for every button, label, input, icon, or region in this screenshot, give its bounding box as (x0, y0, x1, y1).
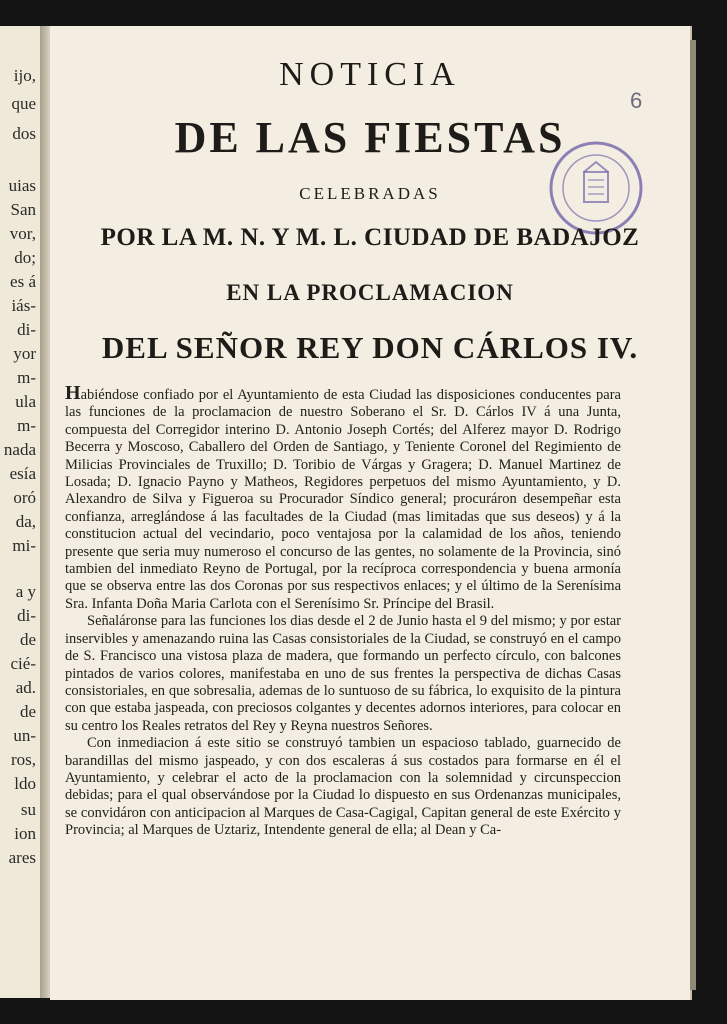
title-line-celebradas: CELEBRADAS (299, 184, 441, 203)
left-page-line: esía (9, 464, 36, 483)
paragraph-text: Señaláronse para las funciones los dias desde el 2 de Junio hasta el 9 del mismo; y por estar inservibles y amenazando ruina las Casas consistoriales de la Ciudad, se construyó en el campo de S. Francisco una vistosa plaza de madera, que formando un perfecto círculo, con balcones pintados de varios colores, manifestaba en uno de sus frentes la perspectiva de dichas Casas consistoriales, en que sobresalia, ademas de lo suntuoso de su fábrica, lo exquisito de la pintura con que estaba jaspeada, con preciosos colgantes y decentes adornos interiores, para colocar en su centro los Reales retratos del Rey y Reyna nuestros Señores. (65, 613, 621, 734)
left-page-line: ijo, (13, 66, 36, 85)
book-gutter (40, 26, 50, 998)
left-page-line: ares (8, 848, 36, 867)
left-page-line: ldo (14, 774, 36, 793)
left-page-line: de (19, 702, 36, 721)
left-page-line: iás- (11, 296, 36, 315)
left-page-line: ion (14, 824, 36, 843)
left-page-line: su (20, 800, 36, 819)
left-page-line: m- (17, 416, 36, 435)
left-page-line: cié- (10, 654, 36, 673)
paragraph-text: abiéndose confiado por el Ayuntamiento de esta Ciudad las disposiciones conducentes para las funciones de la proclamacion de nuestro Soberano el Sr. D. Cárlos IV á una Junta, compuesta del Corregidor interino D. Antonio Joseph Cortés; del Alferez mayor D. Rodrigo Becerra y Moscoso, Caballero del Orden de Santiago, y Teniente Coronel del Regimiento de Milicias Provinciales de Truxillo; D. Toribio de Várgas y Gragera; D. Manuel Martinez de Losada; D. Ignacio Payno y Matheos, Regidores perpetuos del mismo Ayuntamiento, y D. Alexandro de Silva y Figueroa su Procurador Síndico general; procuráron desempeñar esta confianza, arreglándose á las facultades de la Ciudad (mas limitadas que sus deseos) y á la constitucion actual del vecindario, poco ventajosa por la calamidad de los años, teniendo presente que seria muy numeroso el concurso de las gentes, no solamente de la Provincia, sinó tambien del inmediato Reyno de Portugal, por la recíproca correspondencia y buena armonía que se observa entre las dos Coronas por sus respectivos enlaces; y el último de la Serenísima Sra. Infanta Doña Maria Carlota con el Serenísimo Sr. Príncipe del Brasil. (65, 387, 621, 612)
left-page-line: San (10, 200, 36, 219)
left-page-line: vor, (9, 224, 36, 243)
left-page-line: do; (14, 248, 36, 267)
left-page-line: di- (17, 606, 36, 625)
paragraph-3 (65, 735, 621, 839)
left-page-line: m- (17, 368, 36, 387)
left-page-line: ad. (15, 678, 36, 697)
left-page-line: da, (15, 512, 36, 531)
left-page-line: uias (8, 176, 36, 195)
title-line-ciudad: POR LA M. N. Y M. L. CIUDAD DE BADAJOZ (100, 224, 640, 251)
paragraph-2 (65, 613, 621, 735)
left-page-line: un- (13, 726, 36, 745)
left-page-fragment (0, 26, 41, 998)
left-page-line: de (19, 630, 36, 649)
left-page-line: di- (17, 320, 36, 339)
left-page-line: oró (13, 488, 36, 507)
left-page-line: ula (15, 392, 36, 411)
left-page-line: que (11, 94, 36, 113)
handwritten-page-number: 6 (630, 88, 643, 113)
left-page-line: nada (3, 440, 36, 459)
left-page-line: dos (12, 124, 36, 143)
title-line-proclamacion: EN LA PROCLAMACION (226, 280, 514, 305)
paragraph-text: Con inmediacion á este sitio se construyó tambien un espacioso tablado, guarnecido de barandillas del mismo jaspeado, y con dos escaleras á sus costados para formarse en él el Ayuntamiento, y celebrar el acto de la proclamacion con la solemnidad y circunspeccion debidas; para el qual observándose por la Ciudad lo dispuesto en sus Ordenanzas municipales, se convidáron con anticipacion al Marques de Casa-Cagigal, Capitan general de este Exército y Provincia; al Marques de Uztariz, Intendente general de ella; al Dean y Ca- (65, 735, 621, 839)
left-page-line: mi- (12, 536, 36, 555)
title-line-noticia: NOTICIA (279, 56, 461, 93)
drop-cap: H (65, 382, 81, 404)
title-line-rey: DEL SEÑOR REY DON CÁRLOS IV. (101, 330, 639, 365)
title-line-fiestas: DE LAS FIESTAS (174, 113, 566, 162)
left-page-line: a y (15, 582, 36, 601)
body-text (65, 382, 621, 840)
left-page-line: ros, (10, 750, 36, 769)
paragraph-1 (65, 382, 621, 613)
left-page-line: yor (13, 344, 36, 363)
page-edge (690, 40, 696, 990)
left-page-line: es á (10, 272, 36, 291)
